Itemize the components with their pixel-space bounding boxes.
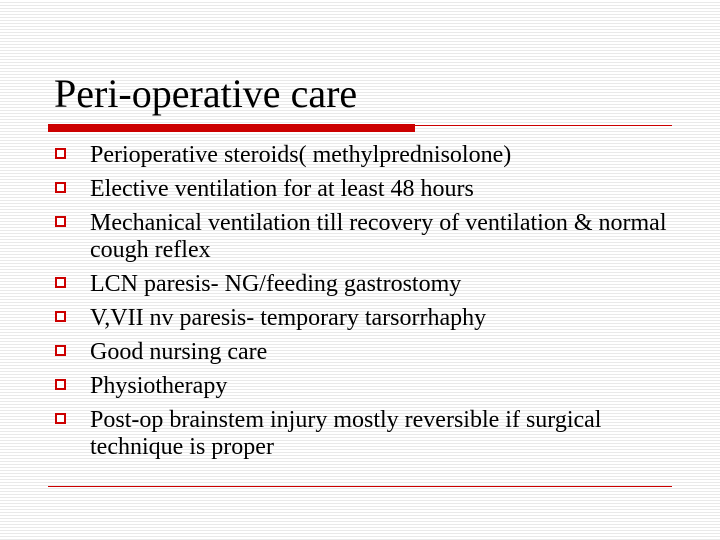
bullet-text: Post-op brainstem injury mostly reversible if surgical technique is proper	[90, 407, 602, 460]
bullet-text: Mechanical ventilation till recovery of ventilation & normal cough reflex	[90, 210, 667, 263]
hollow-square-bullet-icon	[55, 379, 66, 390]
bullet-item	[54, 373, 674, 400]
bullet-item	[54, 142, 674, 169]
hollow-square-bullet-icon	[55, 148, 66, 159]
hollow-square-bullet-icon	[55, 216, 66, 227]
title-underline-thick	[48, 124, 415, 132]
bullet-item	[54, 176, 674, 203]
bullet-list	[54, 142, 674, 468]
hollow-square-bullet-icon	[55, 345, 66, 356]
bullet-item	[54, 271, 674, 298]
bullet-text: Good nursing care	[90, 339, 268, 365]
hollow-square-bullet-icon	[55, 182, 66, 193]
bullet-text: V,VII nv paresis- temporary tarsorrhaphy	[90, 305, 487, 331]
hollow-square-bullet-icon	[55, 413, 66, 424]
slide-title: Peri-operative care	[54, 71, 358, 116]
hollow-square-bullet-icon	[55, 311, 66, 322]
bullet-text: Perioperative steroids( methylprednisolone)	[90, 142, 512, 168]
bullet-item	[54, 305, 674, 332]
bullet-text: Physiotherapy	[90, 373, 228, 399]
bullet-item	[54, 210, 674, 264]
footer-divider	[48, 486, 672, 487]
bullet-text: Elective ventilation for at least 48 hours	[90, 176, 474, 202]
bullet-item	[54, 339, 674, 366]
hollow-square-bullet-icon	[55, 277, 66, 288]
bullet-text: LCN paresis- NG/feeding gastrostomy	[90, 271, 462, 297]
title-underline-thin	[415, 125, 672, 126]
bullet-item	[54, 407, 674, 461]
